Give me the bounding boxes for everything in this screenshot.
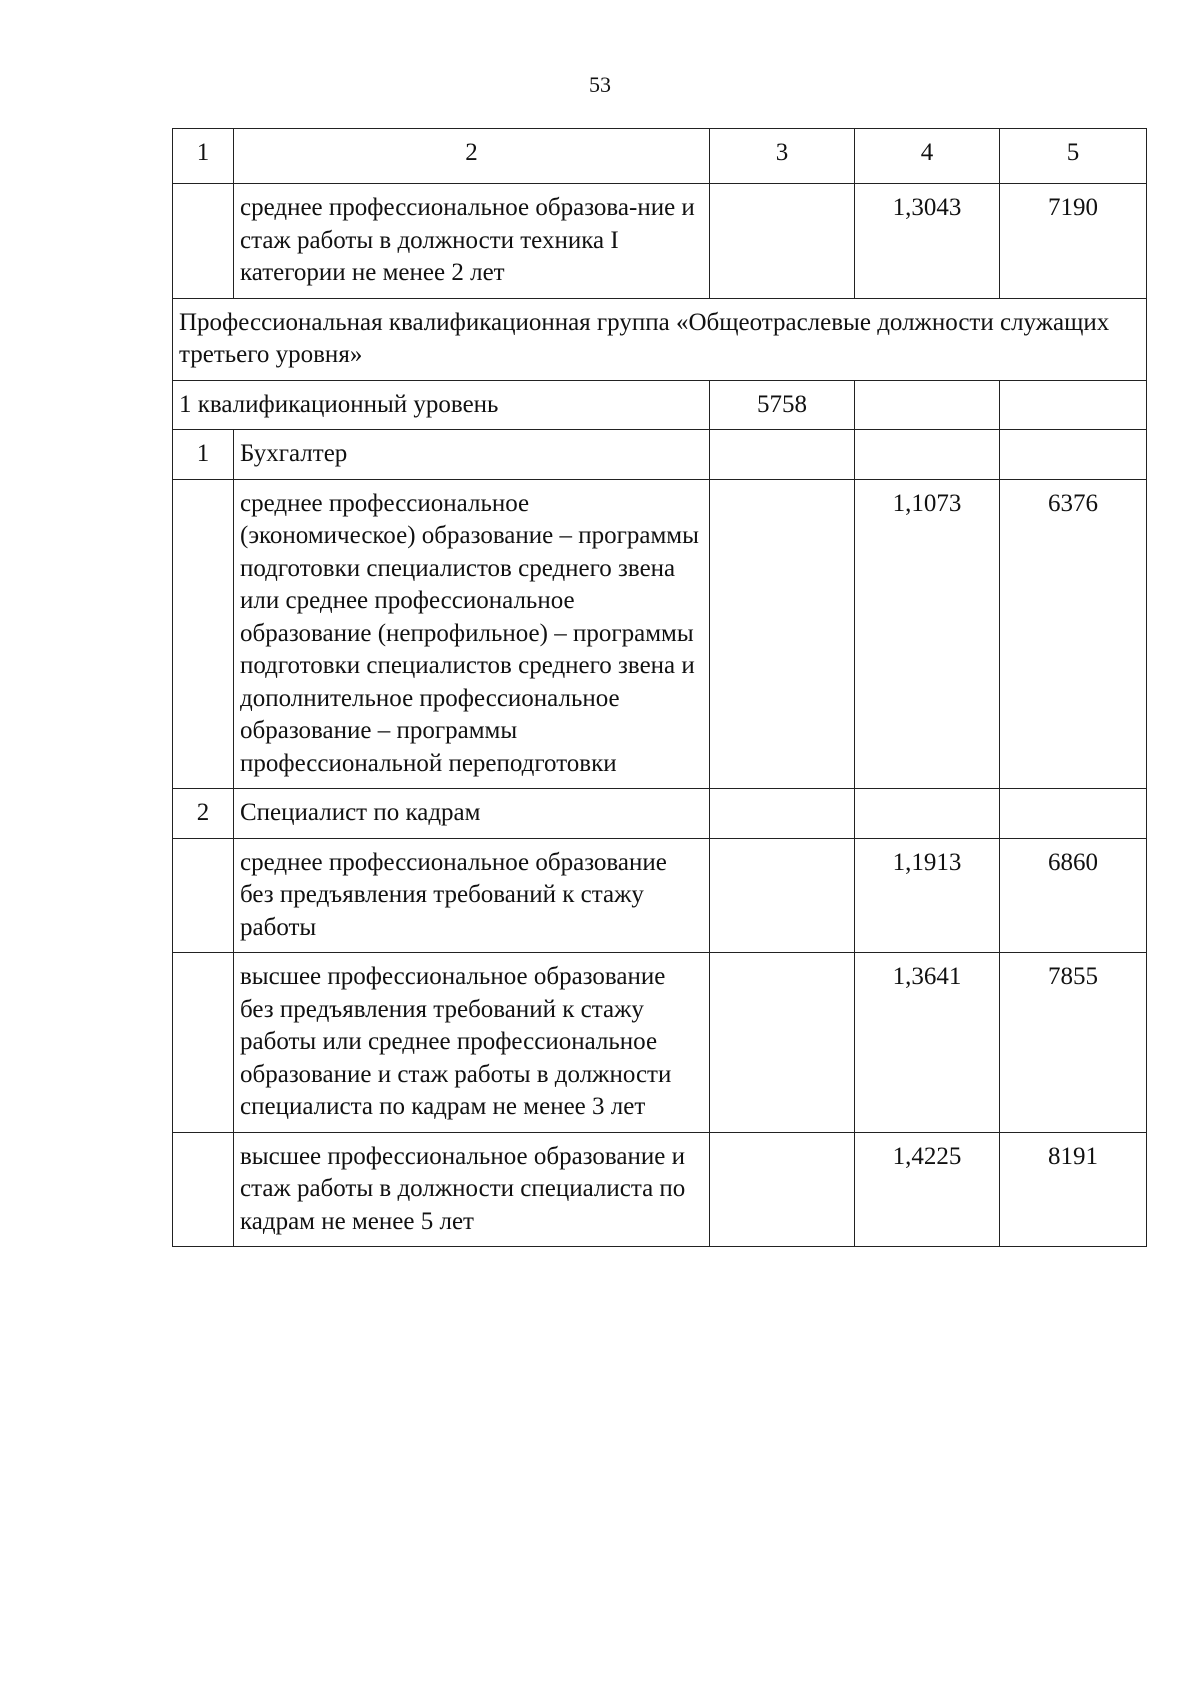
position-title: Бухгалтер [234,430,710,480]
salary-cell [1000,380,1147,430]
salary-cell [1000,789,1147,839]
position-number: 2 [173,789,234,839]
position-row [173,789,1147,839]
position-number: 1 [173,430,234,480]
column-header-1: 1 [173,129,234,184]
row-number-cell [173,953,234,1133]
base-salary-cell [710,430,855,480]
requirement-description: высшее профессиональное образование и стаж работы в должности специалиста по кадрам не менее 5 лет [234,1132,710,1247]
page-number: 53 [589,72,611,97]
row-number-cell [173,1132,234,1247]
table-row [173,184,1147,299]
coefficient-cell: 1,1913 [855,838,1000,953]
coefficient-cell: 1,3043 [855,184,1000,299]
coefficient-cell [855,789,1000,839]
level-base-salary: 5758 [710,380,855,430]
level-label: 1 квалификационный уровень [173,380,710,430]
salary-cell: 6860 [1000,838,1147,953]
column-header-4: 4 [855,129,1000,184]
table-row [173,953,1147,1133]
table-row [173,838,1147,953]
salary-cell: 7855 [1000,953,1147,1133]
column-header-3: 3 [710,129,855,184]
position-title: Специалист по кадрам [234,789,710,839]
requirement-description: среднее профессиональное образование без предъявления требований к стажу работы [234,838,710,953]
table-header-row [173,129,1147,184]
row-number-cell [173,479,234,789]
base-salary-cell [710,838,855,953]
position-row [173,430,1147,480]
coefficient-cell: 1,1073 [855,479,1000,789]
requirement-description: среднее профессиональное образова-ние и стаж работы в должности техника I категории не менее 2 лет [234,184,710,299]
salary-cell [1000,430,1147,480]
salary-table [172,128,1147,1247]
base-salary-cell [710,184,855,299]
table-row [173,479,1147,789]
row-number-cell [173,184,234,299]
coefficient-cell: 1,4225 [855,1132,1000,1247]
base-salary-cell [710,953,855,1133]
base-salary-cell [710,1132,855,1247]
salary-cell: 8191 [1000,1132,1147,1247]
row-number-cell [173,838,234,953]
level-row [173,380,1147,430]
coefficient-cell [855,380,1000,430]
group-title-row [173,298,1147,380]
column-header-2: 2 [234,129,710,184]
base-salary-cell [710,479,855,789]
table-row [173,1132,1147,1247]
requirement-description: среднее профессиональное (экономическое) образование – программы подготовки специалистов среднего звена или среднее профессиональное образование (непрофильное) – программы подготовки специалистов среднего звена и дополнительное профессиональное образование – программы профессиональной переподготовки [234,479,710,789]
group-title: Профессиональная квалификационная группа «Общеотраслевые должности служащих третьего уровня» [173,298,1147,380]
salary-cell: 7190 [1000,184,1147,299]
salary-cell: 6376 [1000,479,1147,789]
column-header-5: 5 [1000,129,1147,184]
coefficient-cell: 1,3641 [855,953,1000,1133]
coefficient-cell [855,430,1000,480]
requirement-description: высшее профессиональное образование без предъявления требований к стажу работы или среднее профессиональное образование и стаж работы в должности специалиста по кадрам не менее 3 лет [234,953,710,1133]
base-salary-cell [710,789,855,839]
